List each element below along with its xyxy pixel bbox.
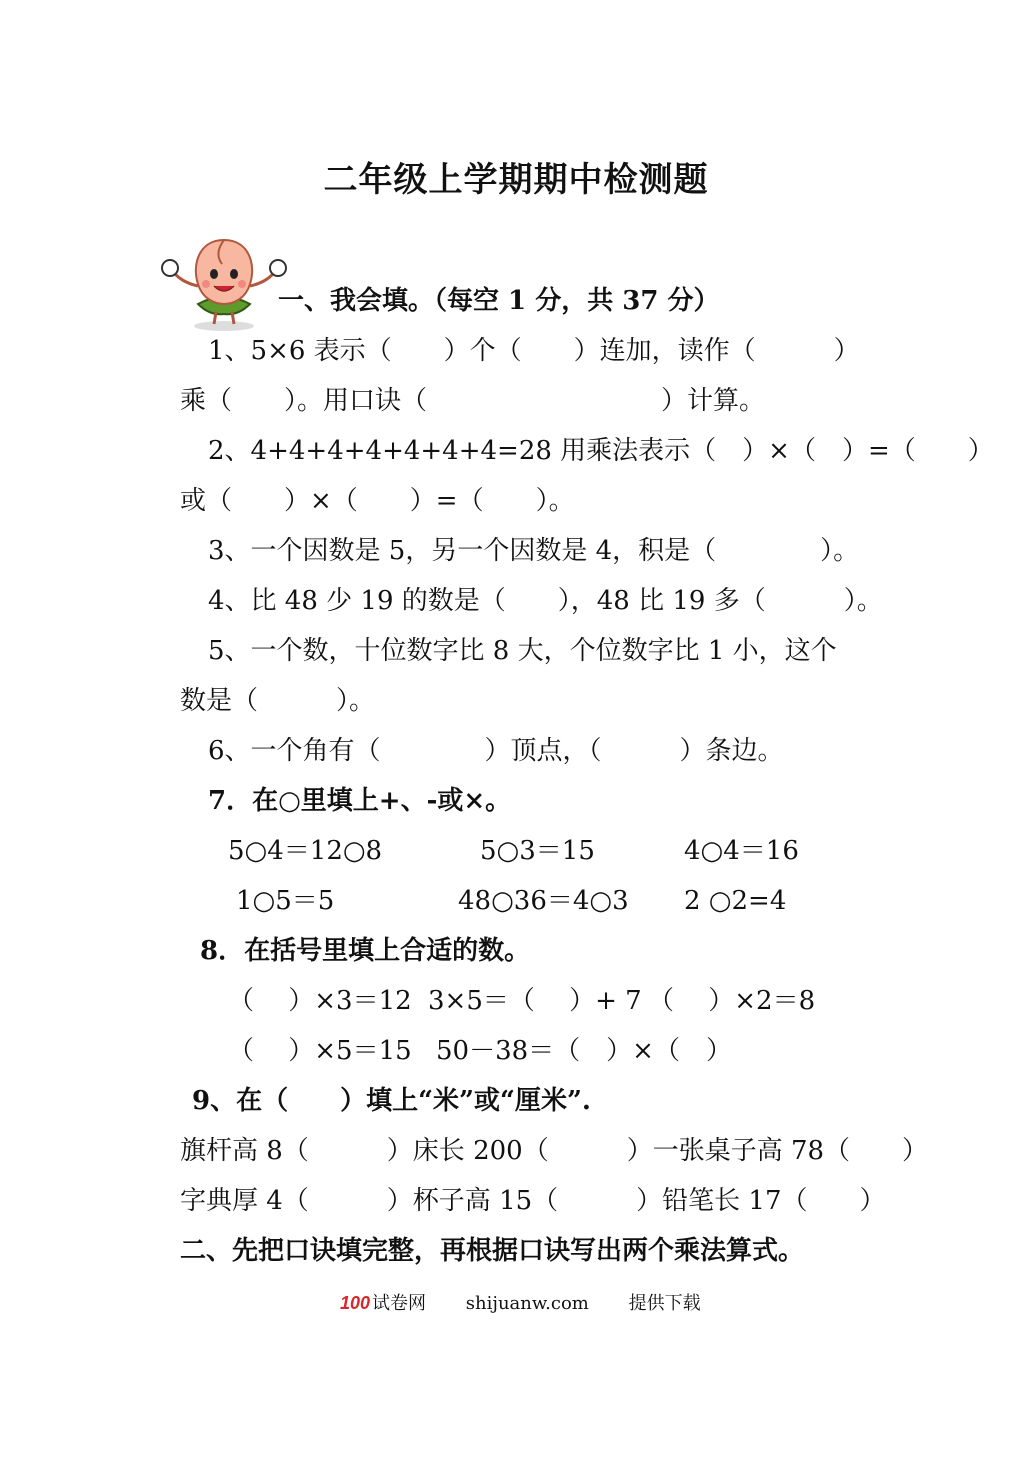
q7-expression: 1○5＝5 xyxy=(236,886,335,916)
footer-site-name: 试卷网 xyxy=(372,1293,427,1314)
footer-note: 提供下载 xyxy=(628,1293,701,1314)
peach-mascot-icon xyxy=(158,232,290,332)
q8-expression: 3×5＝（ ）+ 7 xyxy=(428,986,642,1016)
question-3: 3、一个因数是 5，另一个因数是 4，积是（ ）。 xyxy=(208,536,860,566)
question-5-line2: 数是（ ）。 xyxy=(180,686,376,716)
q8-expression: （ ）×2＝8 xyxy=(648,986,816,1016)
q7-expression: 5○4＝12○8 xyxy=(228,836,383,866)
page-title: 二年级上学期期中检测题 xyxy=(323,160,709,200)
question-2-line2: 或（ ）×（ ）=（ ）。 xyxy=(180,486,575,516)
question-6: 6、一个角有（ ）顶点，（ ）条边。 xyxy=(208,736,784,766)
site-logo: 100 xyxy=(340,1293,371,1313)
footer xyxy=(340,1290,735,1317)
q7-expression: 4○4＝16 xyxy=(684,836,799,866)
question-8-heading: 8．在括号里填上合适的数。 xyxy=(200,936,531,966)
section2-heading: 二、先把口诀填完整，再根据口诀写出两个乘法算式。 xyxy=(180,1236,805,1266)
question-1-line2: 乘（ ）。用口诀（ ）计算。 xyxy=(180,386,766,416)
question-9-heading: 9、在（ ）填上“米”或“厘米”. xyxy=(192,1086,591,1116)
question-7-heading: 7．在○里填上+、-或×。 xyxy=(208,786,512,816)
q8-expression: （ ）×5＝15 xyxy=(228,1036,412,1066)
q7-expression: 5○3＝15 xyxy=(480,836,595,866)
question-4: 4、比 48 少 19 的数是（ ），48 比 19 多（ ）。 xyxy=(208,586,883,616)
q8-expression: 50－38＝（ ）×（ ） xyxy=(436,1036,732,1066)
q8-expression: （ ）×3＝12 xyxy=(228,986,412,1016)
question-9-line1: 旗杆高 8（ ）床长 200（ ）一张桌子高 78（ ） xyxy=(180,1136,929,1166)
question-1-line1: 1、5×6 表示（ ）个（ ）连加，读作（ ） xyxy=(208,336,860,366)
q7-expression: 48○36＝4○3 xyxy=(458,886,629,916)
section1-heading: 一、我会填。（每空 1 分，共 37 分） xyxy=(278,286,720,316)
question-2-line1: 2、4+4+4+4+4+4+4=28 用乘法表示（ ）×（ ）=（ ） xyxy=(208,436,994,466)
footer-domain[interactable]: shijuanw.com xyxy=(465,1293,589,1314)
question-5-line1: 5、一个数，十位数字比 8 大，个位数字比 1 小，这个 xyxy=(208,636,837,666)
q7-expression: 2 ○2=4 xyxy=(684,886,787,916)
question-9-line2: 字典厚 4（ ）杯子高 15（ ）铅笔长 17（ ） xyxy=(180,1186,886,1216)
